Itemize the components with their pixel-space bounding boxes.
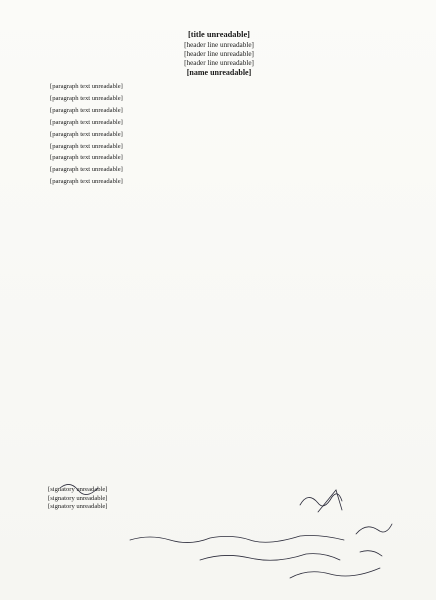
paragraph: [paragraph text unreadable] — [50, 83, 123, 90]
signature-line-3: [signatory unreadable] — [48, 503, 108, 510]
paragraph: [paragraph text unreadable] — [50, 142, 123, 150]
document-title: [title unreadable] — [188, 30, 250, 39]
paragraph: [paragraph text unreadable] — [50, 166, 123, 174]
header-line-3: [header line unreadable] — [184, 59, 254, 67]
document-header — [28, 30, 410, 77]
signature-block — [48, 486, 108, 512]
paragraph: [paragraph text unreadable] — [50, 154, 123, 162]
header-line-2: [header line unreadable] — [184, 50, 254, 58]
review-body — [28, 83, 410, 186]
paragraph: [paragraph text unreadable] — [50, 178, 123, 186]
paragraph: [paragraph text unreadable] — [50, 94, 123, 102]
paragraph: [paragraph text unreadable] — [50, 130, 123, 138]
paragraph: [paragraph text unreadable] — [50, 106, 123, 114]
header-line-1: [header line unreadable] — [184, 41, 254, 49]
program-author: [name unreadable] — [186, 68, 252, 77]
signature-line-1: [signatory unreadable] — [48, 486, 108, 493]
paragraph: [paragraph text unreadable] — [50, 118, 123, 126]
signature-line-2: [signatory unreadable] — [48, 494, 108, 502]
